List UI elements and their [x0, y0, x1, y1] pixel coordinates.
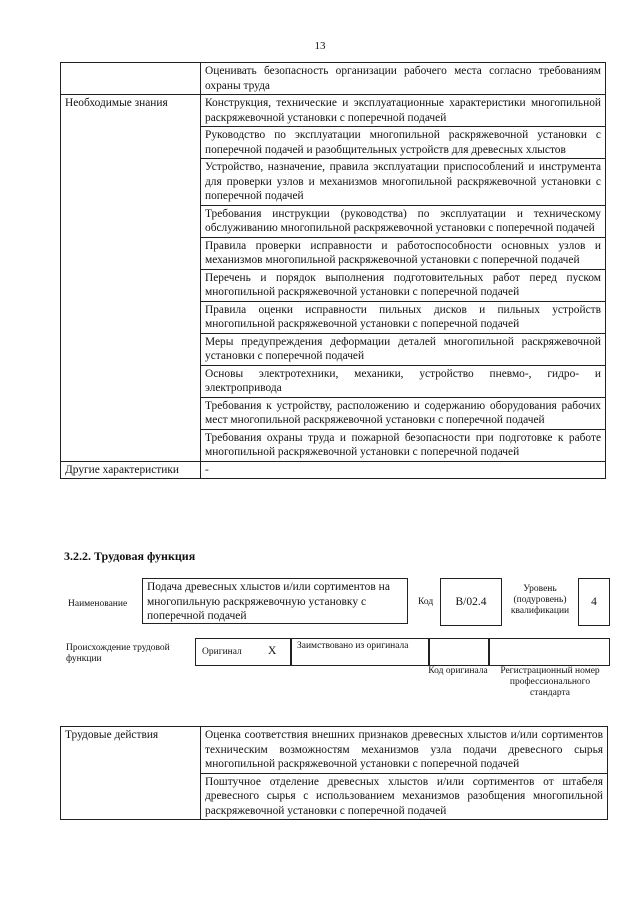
table-cell: Требования охраны труда и пожарной безопасности при подготовке к работе многопильной раскряжевочной установки с поперечной подачей — [201, 429, 606, 461]
table-row — [61, 727, 608, 774]
level-value: 4 — [591, 595, 597, 608]
table-cell: Конструкция, технические и эксплуатационные характеристики многопильной раскряжевочной установки с поперечной подачей — [201, 95, 606, 127]
table-cell: Правила оценки исправности пильных дисков и пильных устройств многопильной раскряжевочной установки с поперечной подачей — [201, 301, 606, 333]
row-label-other: Другие характеристики — [61, 461, 201, 479]
function-name-box — [142, 578, 408, 624]
row-label-knowledge: Необходимые знания — [61, 95, 201, 462]
table-cell: Оценка соответствия внешних признаков древесных хлыстов и/или сортиментов техническим возможностям механизмов узла подачи древесного сырья многопильной раскряжевочной установки с поперечной подачей — [201, 727, 608, 774]
table-cell: - — [201, 461, 606, 479]
knowledge-table — [60, 62, 606, 479]
level-box — [578, 578, 610, 626]
table-row — [61, 461, 606, 479]
origin-code-cell — [428, 638, 490, 666]
table-cell: Основы электротехники, механики, устройство пневмо-, гидро- и электропривода — [201, 365, 606, 397]
table-row — [61, 95, 606, 127]
code-caption: Код оригинала — [428, 666, 488, 676]
reg-caption: Регистрационный номер профессионального стандарта — [500, 666, 600, 698]
table-cell: Меры предупреждения деформации деталей многопильной раскряжевочной установки с поперечной подачей — [201, 333, 606, 365]
borrowed-label: Заимствовано из оригинала — [297, 641, 409, 651]
labor-actions-table — [60, 726, 608, 820]
level-label: Уровень (подуровень) квалификации — [510, 584, 570, 616]
row-label — [61, 63, 201, 95]
borrowed-cell — [290, 638, 430, 666]
table-cell: Правила проверки исправности и работоспособности основных узлов и механизмов многопильной раскряжевочной установки с поперечной подачей — [201, 237, 606, 269]
table-cell: Требования к устройству, расположению и содержанию оборудования рабочих мест многопильной раскряжевочной установки с поперечной подачей — [201, 397, 606, 429]
section-heading: 3.2.2. Трудовая функция — [64, 549, 196, 563]
function-code-box — [440, 578, 502, 626]
code-label: Код — [418, 597, 434, 607]
table-cell: Перечень и порядок выполнения подготовительных работ перед пуском многопильной раскряжевочной установки с поперечной подачей — [201, 269, 606, 301]
original-label: Оригинал — [202, 647, 242, 657]
function-code: B/02.4 — [455, 595, 487, 608]
row-label-actions: Трудовые действия — [61, 727, 201, 820]
original-cell — [195, 638, 292, 666]
table-row — [61, 63, 606, 95]
original-mark: X — [268, 645, 277, 657]
table-cell: Требования инструкции (руководства) по эксплуатации и техническому обслуживанию многопильной раскряжевочной установки с поперечной подачей — [201, 205, 606, 237]
table-cell: Оценивать безопасность организации рабочего места согласно требованиям охраны труда — [201, 63, 606, 95]
function-name: Подача древесных хлыстов и/или сортиментов на многопильную раскряжевочную установку с поперечной подачей — [147, 581, 390, 622]
origin-reg-cell — [488, 638, 610, 666]
name-label: Наименование — [68, 599, 128, 609]
page-number: 13 — [314, 40, 326, 52]
origin-label: Происхождение трудовой функции — [66, 643, 170, 664]
table-cell: Устройство, назначение, правила эксплуатации приспособлений и инструмента для проверки узлов и механизмов многопильной раскряжевочной установки с поперечной подачей — [201, 159, 606, 206]
table-cell: Руководство по эксплуатации многопильной раскряжевочной установки с поперечной подачей и разобщительных устройств для древесных хлыстов — [201, 127, 606, 159]
table-cell: Поштучное отделение древесных хлыстов и/или сортиментов от штабеля древесного сырья с использованием механизмов разобщения многопильной раскряжевочной установки с поперечной подачей — [201, 773, 608, 820]
